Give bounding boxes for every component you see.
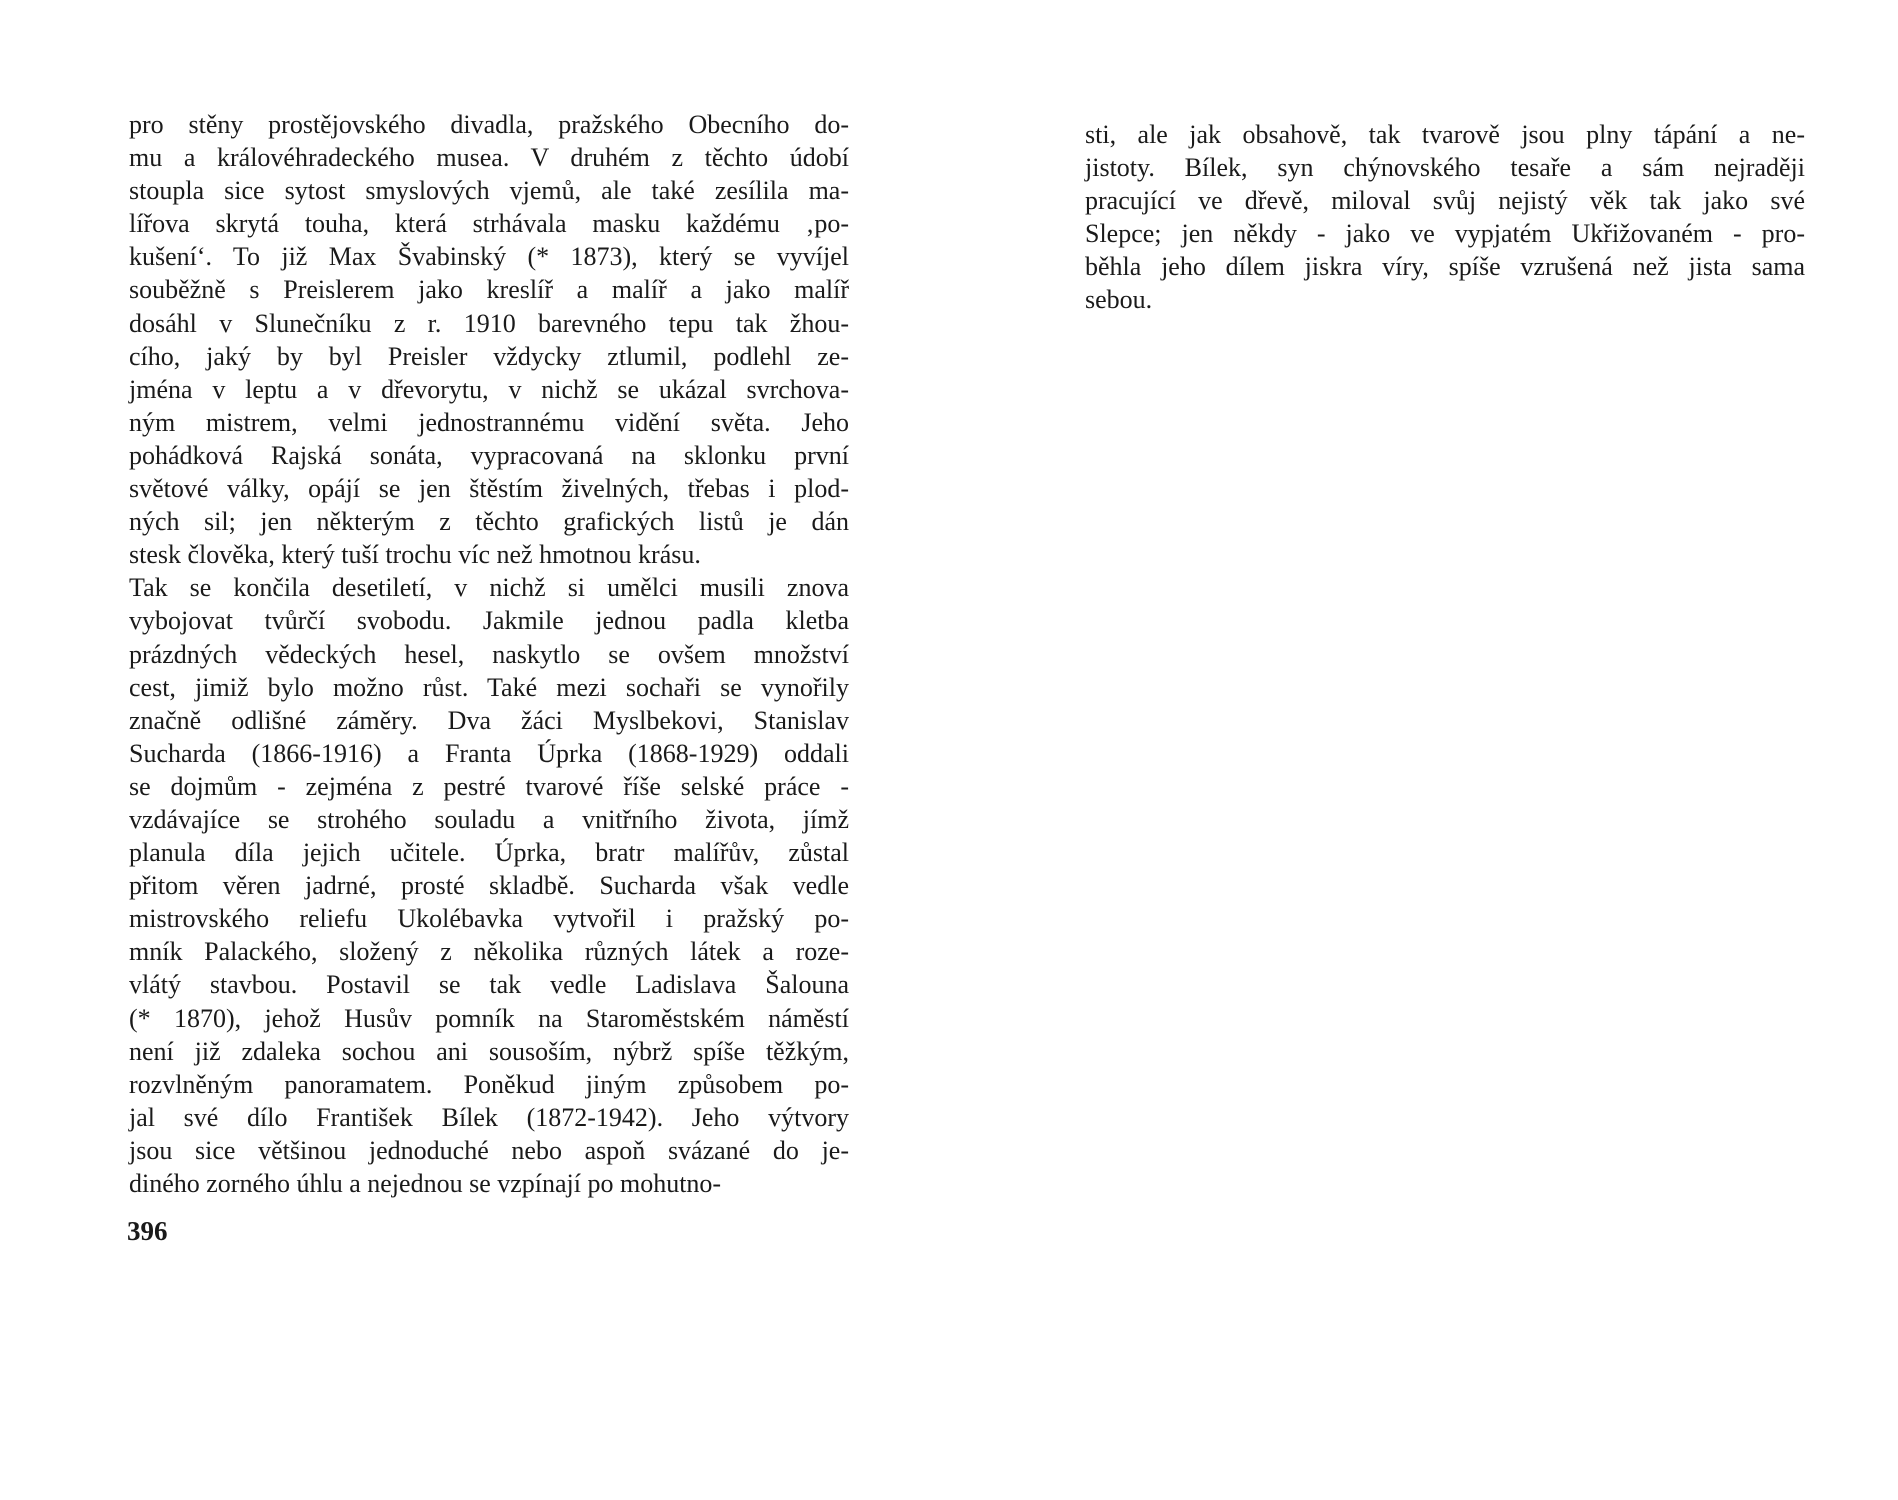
page-number: 396 <box>127 1216 168 1246</box>
text-line: pohádková Rajská sonáta, vypracovaná na sklonku první <box>129 440 849 470</box>
text-line: kušení‘. To již Max Švabinský (* 1873), který se vyvíjel <box>129 242 849 272</box>
text-line: jal své dílo František Bílek (1872-1942). Jeho výtvory <box>129 1102 849 1132</box>
text-line: dosáhl v Slunečníku z r. 1910 barevného tepu tak žhou- <box>129 308 849 338</box>
text-line: mník Palackého, složený z několika různých látek a roze- <box>129 937 849 967</box>
text-line: vlátý stavbou. Postavil se tak vedle Ladislava Šalouna <box>129 970 849 1000</box>
text-line: běhla jeho dílem jiskra víry, spíše vzrušená než jista sama <box>1085 252 1805 282</box>
text-line: cího, jaký by byl Preisler vždycky ztlumil, podlehl ze- <box>129 341 849 371</box>
text-line: značně odlišné záměry. Dva žáci Myslbekovi, Stanislav <box>129 705 849 735</box>
text-line: jména v leptu a v dřevorytu, v nichž se ukázal svrchova- <box>129 374 849 404</box>
right-page-text <box>1085 118 1805 317</box>
text-line: vybojovat tvůrčí svobodu. Jakmile jednou padla kletba <box>129 606 849 636</box>
text-line: jistoty. Bílek, syn chýnovského tesaře a sám nejraději <box>1085 153 1805 183</box>
text-line: Tak se končila desetiletí, v nichž si umělci musili znova <box>129 573 849 603</box>
text-line: mu a královéhradeckého musea. V druhém z těchto údobí <box>129 143 849 173</box>
text-line: rozvlněným panoramatem. Poněkud jiným způsobem po- <box>129 1069 849 1099</box>
text-line: planula díla jejich učitele. Úprka, bratr malířův, zůstal <box>129 838 849 868</box>
text-line: souběžně s Preislerem jako kreslíř a malíř a jako malíř <box>129 275 849 305</box>
text-line: světové války, opájí se jen štěstím živelných, třebas i plod- <box>129 474 849 504</box>
text-line: přitom věren jadrné, prosté skladbě. Sucharda však vedle <box>129 871 849 901</box>
text-line: cest, jimiž bylo možno růst. Také mezi sochaři se vynořily <box>129 672 849 702</box>
text-line: lířova skrytá touha, která strhávala masku každému ‚po- <box>129 209 849 239</box>
text-line: Slepce; jen někdy - jako ve vypjatém Ukřižovaném - pro- <box>1085 219 1805 249</box>
text-line: ných sil; jen některým z těchto grafických listů je dán <box>129 507 849 537</box>
text-line: není již zdaleka sochou ani sousoším, nýbrž spíše těžkým, <box>129 1036 849 1066</box>
text-line: sebou. <box>1085 285 1153 315</box>
text-line: pro stěny prostějovského divadla, pražského Obecního do- <box>129 110 849 139</box>
text-line: vzdávajíce se strohého souladu a vnitřního života, jímž <box>129 804 849 834</box>
text-line: ným mistrem, velmi jednostrannému vidění světa. Jeho <box>129 407 849 437</box>
text-line: pracující ve dřevě, miloval svůj nejistý věk tak jako své <box>1085 186 1805 216</box>
text-line: Sucharda (1866-1916) a Franta Úprka (1868-1929) oddali <box>129 738 849 768</box>
text-line: mistrovského reliefu Ukolébavka vytvořil i pražský po- <box>129 904 849 934</box>
text-line: jsou sice většinou jednoduché nebo aspoň svázané do je- <box>129 1135 849 1165</box>
text-line: (* 1870), jehož Husův pomník na Staroměstském náměstí <box>129 1003 849 1033</box>
text-line: se dojmům - zejména z pestré tvarové říše selské práce - <box>129 771 849 801</box>
text-line: sti, ale jak obsahově, tak tvarově jsou plny tápání a ne- <box>1085 120 1805 149</box>
text-line: stesk člověka, který tuší trochu víc než hmotnou krásu. <box>129 540 701 570</box>
text-line: diného zorného úhlu a nejednou se vzpínají po mohutno- <box>129 1169 722 1198</box>
text-line: prázdných vědeckých hesel, naskytlo se ovšem množství <box>129 639 849 669</box>
text-line: stoupla sice sytost smyslových vjemů, ale také zesílila ma- <box>129 176 849 206</box>
left-page-text <box>129 108 849 1200</box>
